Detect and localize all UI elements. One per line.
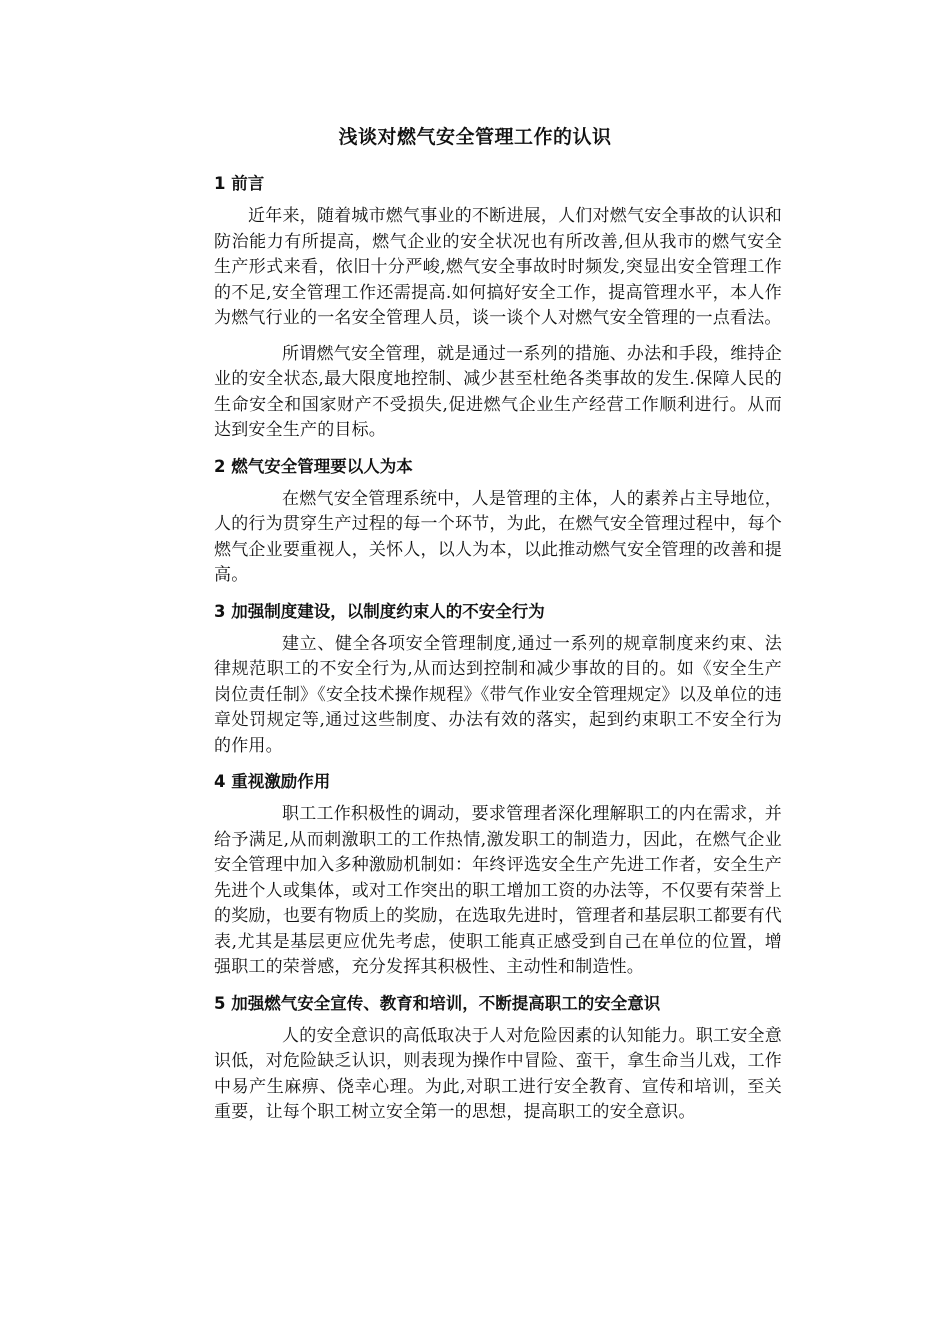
section-heading: 1 前言: [214, 174, 265, 193]
paragraph: 近年来，随着城市燃气事业的不断进展，人们对燃气安全事故的认识和防治能力有所提高，燃气企业的安全状况也有所改善,但从我市的燃气安全生产形式来看，依旧十分严峻,燃气安全事故时时频发,突显出安全管理工作的不足,安全管理工作还需提高.如何搞好安全工作，提高管理水平，本人作为燃气行业的一名安全管理人员，谈一谈个人对燃气安全管理的一点看法。: [214, 206, 782, 328]
document-title: 浅谈对燃气安全管理工作的认识: [338, 126, 612, 148]
section-preface: [214, 171, 782, 444]
paragraph: 在燃气安全管理系统中，人是管理的主体，人的素养占主导地位，人的行为贯穿生产过程的每一个环节，为此，在燃气安全管理过程中，每个燃气企业要重视人，关怀人，以人为本，以此推动燃气安全管理的改善和提高。: [214, 488, 782, 585]
paragraph: 所谓燃气安全管理，就是通过一系列的措施、办法和手段，维持企业的安全状态,最大限度地控制、减少甚至杜绝各类事故的发生.保障人民的生命安全和国家财产不受损失,促进燃气企业生产经营工作顺利进行。从而达到安全生产的目标。: [214, 343, 782, 440]
paragraph: 职工工作积极性的调动，要求管理者深化理解职工的内在需求，并给予满足,从而刺激职工的工作热情,激发职工的制造力，因此，在燃气企业安全管理中加入多种激励机制如：年终评选安全生产先进工作者，安全生产先进个人或集体，或对工作突出的职工增加工资的办法等，不仅要有荣誉上的奖励，也要有物质上的奖励，在选取先进时，管理者和基层职工都要有代表,尤其是基层更应优先考虑，使职工能真正感受到自己在单位的位置，增强职工的荣誉感，充分发挥其积极性、主动性和制造性。: [214, 804, 782, 977]
section-heading: 2 燃气安全管理要以人为本: [214, 456, 413, 476]
section-system-building: [214, 599, 782, 760]
section-heading: 5 加强燃气安全宣传、教育和培训，不断提高职工的安全意识: [214, 993, 661, 1013]
section-heading: 4 重视激励作用: [214, 772, 331, 791]
document-body: [214, 171, 782, 1136]
section-incentives: [214, 769, 782, 981]
section-people-oriented: [214, 454, 782, 589]
section-safety-training: [214, 991, 782, 1126]
paragraph: 人的安全意识的高低取决于人对危险因素的认知能力。职工安全意识低，对危险缺乏认识，则表现为操作中冒险、蛮干，拿生命当儿戏，工作中易产生麻痹、侥幸心理。为此,对职工进行安全教育、宣传和培训，至关重要，让每个职工树立安全第一的思想，提高职工的安全意识。: [214, 1025, 782, 1122]
paragraph: 建立、健全各项安全管理制度,通过一系列的规章制度来约束、法律规范职工的不安全行为,从而达到控制和减少事故的目的。如《安全生产岗位责任制》《安全技术操作规程》《带气作业安全管理规定》以及单位的违章处罚规定等,通过这些制度、办法有效的落实，起到约束职工不安全行为的作用。: [214, 633, 782, 756]
section-heading: 3 加强制度建设，以制度约束人的不安全行为: [214, 601, 545, 621]
